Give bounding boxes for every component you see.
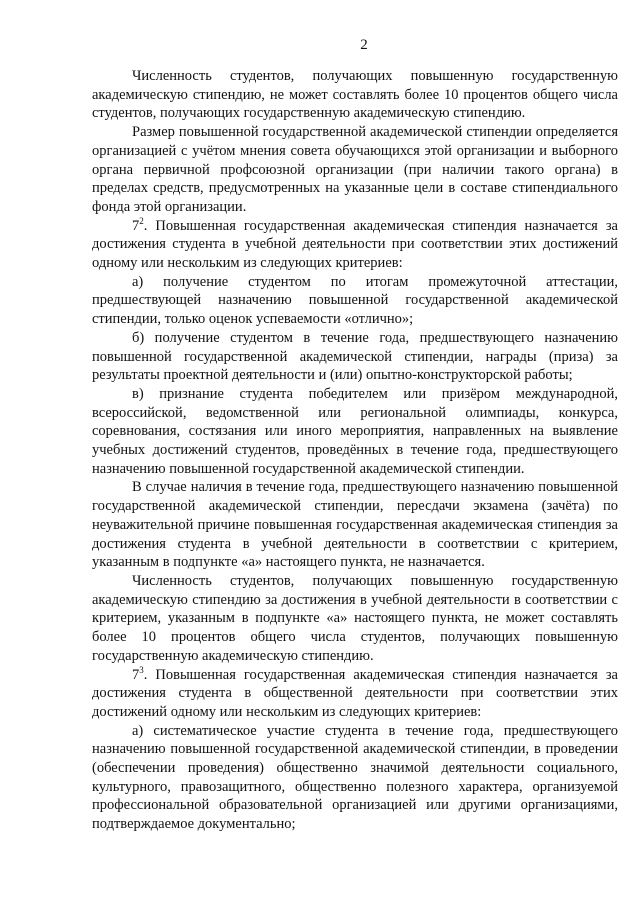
document-page bbox=[92, 36, 618, 834]
criterion-a-excellent-grades: а) получение студентом по итогам промежуточной аттестации, предшествующей назначению повышенной государственной академической стипендии, только оценок успеваемости «отлично»; bbox=[92, 273, 618, 328]
paragraph-scholarship-count-limit: Численность студентов, получающих повышенную государственную академическую стипендию, не может составлять более 10 процентов общего числа студентов, получающих государственную академическую стипендию. bbox=[92, 68, 618, 122]
paragraph-7-2-academic-achievements: $7^2$. Повышенная государственная академическая стипендия назначается за достижения студента в учебной деятельности при соответствии этих достижений одному или нескольким из следующих критериев: bbox=[92, 215, 618, 272]
criterion-c-olympiad-winner: в) признание студента победителем или призёром международной, всероссийской, ведомственной или региональной олимпиады, конкурса, соревнования, состязания или иного мероприятия, направленных на выявление учебных достижений студентов, проведённых в течение года, предшествующего назначению повышенной государственной академической стипендии. bbox=[92, 385, 618, 477]
page-number: 2 bbox=[360, 37, 368, 53]
paragraph-criterion-a-count-limit: Численность студентов, получающих повышенную государственную академическую стипендию за достижения в учебной деятельности в соответствии с критерием, указанным в подпункте «а» настоящего пункта, не может составлять более 10 процентов общего числа студентов, получающих повышенную государственную академическую стипендию. bbox=[92, 572, 618, 664]
paragraph-exam-retake-exclusion: В случае наличия в течение года, предшествующего назначению повышенной государственной академической стипендии, пересдачи экзамена (зачёта) по неуважительной причине повышенная государственная академическая стипендия за достижения студента в учебной деятельности в соответствии с критерием, указанным в подпункте «а» настоящего пункта, не назначается. bbox=[92, 479, 618, 571]
paragraph-scholarship-amount: Размер повышенной государственной академической стипендии определяется организацией с учётом мнения совета обучающихся этой организации и выборного органа первичной профсоюзной организации (при наличии такого органа) в пределах средств, предусмотренных на указанные цели в составе стипендиального фонда этой организации. bbox=[92, 124, 618, 215]
criterion-b-project-award: б) получение студентом в течение года, предшествующего назначению повышенной государственной академической стипендии, награды (приза) за результаты проектной деятельности и (или) опытно-конструкторской работы; bbox=[92, 329, 618, 384]
criterion-a-public-participation: а) систематическое участие студента в течение года, предшествующего назначению повышенной государственной академической стипендии, в проведении (обеспечении проведения) общественно значимой деятельности социального, культурного, правозащитного, общественно полезного характера, организуемой профессиональной образовательной организацией или другими организациями, подтверждаемое документально; bbox=[92, 722, 618, 833]
paragraph-7-3-public-activity: $7^3$. Повышенная государственная академическая стипендия назначается за достижения студента в общественной деятельности при соответствии этих достижений одному или нескольким из следующих критериев: bbox=[92, 664, 618, 720]
